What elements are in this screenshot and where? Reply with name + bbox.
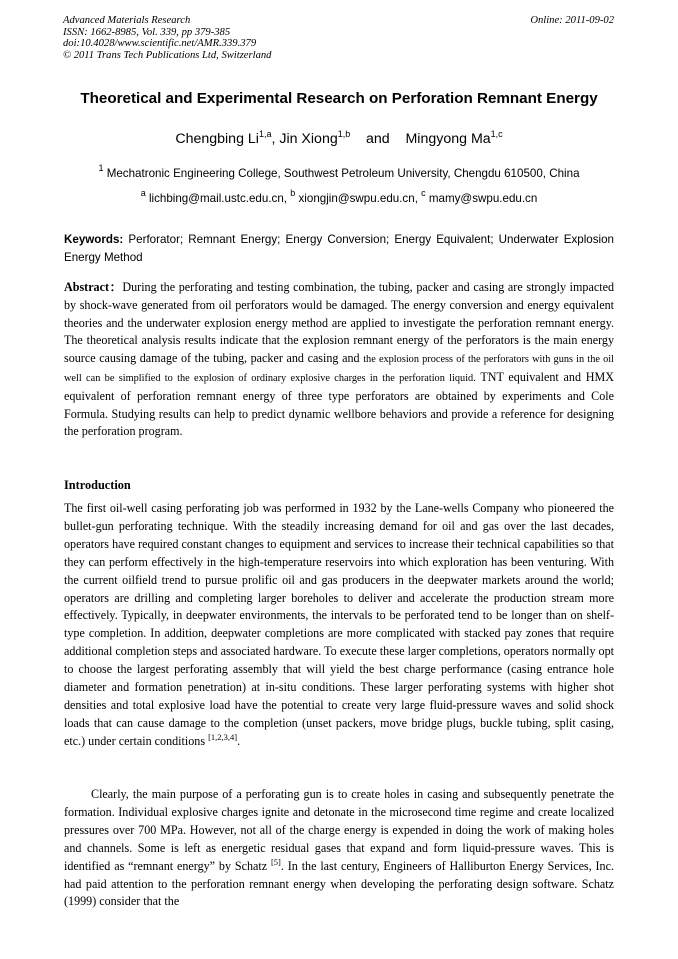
keywords-label: Keywords:: [64, 233, 124, 246]
copyright-line: © 2011 Trans Tech Publications Ltd, Switzerland: [63, 49, 272, 61]
journal-name: Advanced Materials Research: [63, 15, 191, 26]
citation-reference[interactable]: [1,2,3,4]: [208, 731, 238, 742]
email-marker: c: [421, 188, 426, 198]
paper-title: Theoretical and Experimental Research on Perforation Remnant Energy: [80, 90, 598, 107]
paragraph-text: The first oil-well casing perforating job was performed in 1932 by the Lane-wells Company who pioneered the bullet-gun perforating technique. With the steadily increasing demand for oil and gas over the last decades, operators have required constant changes to equipment and services to increase their technical capabilities so that they can perform effectively in the high-temperature reservoirs into which exploration has been venturing. With the current oilfield trend to pursue prolific oil and gas producers in the deepwater markets around the world; operators are drilling and completing larger boreholes to deliver and accelerate the production stream more effectively. Typically, in deepwater environments, the intervals to be perforated tend to be longer than on shelf-type completion. In addition, deepwater completions are more complicated with stacked pay zones that require additional completion steps and associated hardware. To execute these larger completions, operators normally opt to choose the largest perforating assembly that will yield the best charge performance (casing entrance hole diameter and formation penetration) at in-situ conditions. These larger perforating systems with higher shot densities and total explosive load have the potential to create very large fluid-pressure waves and solid shock loads that can cause damage to the completion (unset packers, move bridge plugs, buckle tubing, split casing, etc.) under certain conditions: [64, 501, 614, 748]
email-marker: a: [140, 188, 146, 198]
author-conjunction: and: [366, 131, 390, 147]
doi-line: doi:10.4028/www.scientific.net/AMR.339.379: [63, 38, 257, 50]
section-heading-introduction: Introduction: [64, 478, 131, 492]
author-name: Mingyong Ma: [405, 131, 491, 147]
intro-paragraph-1: [64, 500, 614, 751]
abstract-text: During the perforating and testing combination, the tubing, packer and casing are strongly impacted by shock-wave generated from oil perforators would be damaged. The energy conversion and energy equivalent theories and the underwater explosion energy method are applied to investigate the perforation remnant energy. The theoretical analysis results indicate that the explosion remnant energy of the perforators is the main energy source causing damage of the tubing, packer and casing and: [64, 280, 614, 366]
abstract-label: Abstract：: [64, 280, 123, 294]
email-separator: ,: [414, 192, 422, 205]
online-date: Online: 2011-09-02: [530, 15, 614, 26]
intro-paragraph-2: [64, 786, 614, 911]
affiliation-marker: 1: [98, 163, 104, 173]
author-list: [0, 131, 678, 147]
abstract-block: [64, 279, 614, 441]
citation-reference[interactable]: [5]: [270, 856, 281, 867]
keywords-text: Perforator; Remnant Energy; Energy Conversion; Energy Equivalent; Underwater Explosion Energy Method: [64, 233, 614, 264]
author-affiliation-marker: 1,b: [337, 129, 351, 139]
author-name: Chengbing Li: [175, 131, 259, 147]
paragraph-end: .: [237, 733, 241, 748]
email-address[interactable]: mamy@swpu.edu.cn: [428, 192, 538, 205]
affiliation: [0, 163, 678, 180]
keywords-block: [64, 231, 614, 266]
issn-line: ISSN: 1662-8985, Vol. 339, pp 379-385: [63, 26, 231, 38]
email-marker: b: [290, 188, 296, 198]
affiliation-text: Mechatronic Engineering College, Southwest Petroleum University, Chengdu 610500, China: [106, 167, 580, 180]
email-address[interactable]: lichbing@mail.ustc.edu.cn: [148, 192, 284, 205]
email-list: [0, 188, 678, 205]
email-address[interactable]: xiongjin@swpu.edu.cn: [298, 192, 415, 205]
paragraph-text: Clearly, the main purpose of a perforating gun is to create holes in casing and subsequently penetrate the formation. Individual explosive charges ignite and detonate in the microsecond time regime and create localized pressures over 700 MPa. However, not all of the charge energy is expended in doing the work of making holes and channels. Some is left as energetic residual gases that expand and form liquid-pressure waves. This is identified as “remnant energy” by Schatz: [64, 787, 614, 873]
abstract-text-small: the explosion process of the perforators with guns in the oil well can be simplified to the explosion of ordinary explosive charges in the perforation liquid.: [64, 354, 614, 384]
author-affiliation-marker: 1,a: [258, 129, 272, 139]
paragraph-text: . In the last century, Engineers of Halliburton Energy Services, Inc. had paid attention to the perforation remnant energy when developing the perforating design software. Schatz (1999) consider that the: [64, 858, 614, 909]
journal-header: [63, 15, 271, 61]
abstract-text: TNT equivalent and HMX equivalent of perforation remnant energy of three type perforators are obtained by experiments and Cole Formula. Studying results can help to predict dynamic wellbore behaviors and provide a reference for designing the perforation program.: [64, 369, 614, 439]
author-name: Jin Xiong: [279, 131, 338, 147]
email-separator: ,: [283, 192, 291, 205]
author-separator: ,: [271, 131, 280, 147]
author-affiliation-marker: 1,c: [490, 129, 503, 139]
